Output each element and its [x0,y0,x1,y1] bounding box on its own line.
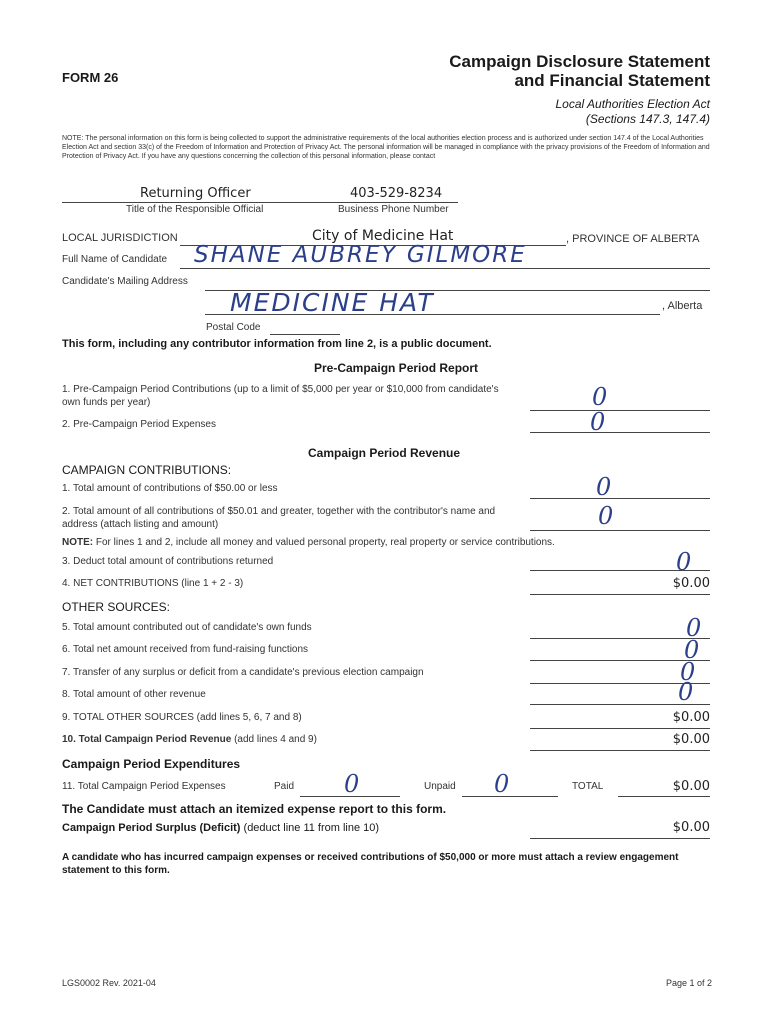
rev-line4-value[interactable]: $0.00 [672,576,710,591]
rev-line10-rest: (add lines 4 and 9) [231,734,317,745]
pre-line1-line [530,410,710,411]
form-code: LGS0002 Rev. 2021-04 [62,978,156,988]
unpaid-value[interactable]: 0 [494,770,510,798]
rev-line8-label: 8. Total amount of other revenue [62,689,206,700]
rev-line5-line [530,638,710,639]
unpaid-line [462,796,558,797]
province-suffix: , Alberta [662,300,703,312]
postal-code-label: Postal Code [206,322,261,333]
pre-campaign-heading: Pre-Campaign Period Report [314,361,479,375]
pre-line2-label: 2. Pre-Campaign Period Expenses [62,419,216,430]
pre-line1-value[interactable]: 0 [592,383,608,411]
city-line [205,314,660,315]
jurisdiction-value[interactable]: City of Medicine Hat [312,228,454,244]
rev-line1-value[interactable]: 0 [596,473,612,501]
rev-line3-line [530,570,710,571]
total-label: TOTAL [572,781,604,792]
surplus-bold: Campaign Period Surplus (Deficit) [62,822,241,834]
official-title-line [62,202,327,203]
rev-line5-value[interactable]: 0 [686,614,702,642]
total-value[interactable]: $0.00 [672,779,710,794]
rev-line8-line [530,704,710,705]
act-reference-line2: (Sections 147.3, 147.4) [585,112,710,126]
rev-line10-bold: 10. Total Campaign Period Revenue [62,734,232,745]
phone-label: Business Phone Number [338,204,449,215]
surplus-label [62,822,379,834]
jurisdiction-label: LOCAL JURISDICTION [62,232,178,244]
rev-note-text: For lines 1 and 2, include all money and valued personal property, real property or service contributions. [93,537,555,548]
postal-code-line[interactable] [270,334,340,335]
rev-line8-value[interactable]: 0 [678,678,694,706]
official-title-value[interactable]: Returning Officer [140,186,251,201]
rev-line10-value[interactable]: $0.00 [672,732,710,747]
rev-line9-value[interactable]: $0.00 [672,710,710,725]
pre-line2-value[interactable]: 0 [590,408,606,436]
surplus-value[interactable]: $0.00 [672,820,710,835]
rev-note-bold: NOTE: [62,537,94,548]
form-number: FORM 26 [62,70,119,85]
rev-line3-value[interactable]: 0 [676,548,692,576]
other-sources-heading: OTHER SOURCES: [62,600,171,614]
rev-line2-label: 2. Total amount of all contributions of $50.01 and greater, together with the contributor's name and address (attach listing and amount) [62,506,496,530]
rev-line2-line [530,530,710,531]
paid-line [300,796,400,797]
rev-line7-label: 7. Transfer of any surplus or deficit from a candidate's previous election campaign [62,667,424,678]
rev-line2-value[interactable]: 0 [598,502,614,530]
rev-line10-line [530,750,710,751]
paid-value[interactable]: 0 [344,770,360,798]
pre-line1-label: 1. Pre-Campaign Period Contributions (up to a limit of $5,000 per year or $10,000 from candidate's own funds per year) [62,384,499,408]
rev-line1-label: 1. Total amount of contributions of $50.00 or less [62,483,278,494]
pre-line2-line [530,432,710,433]
rev-line7-value[interactable]: 0 [680,658,696,686]
public-document-notice: This form, including any contributor information from line 2, is a public document. [62,338,492,350]
page-number: Page 1 of 2 [665,978,712,988]
mailing-address-label: Candidate's Mailing Address [62,276,188,287]
phone-value[interactable]: 403-529-8234 [350,186,443,201]
rev-line1-line [530,498,710,499]
rev-note [62,537,555,548]
official-title-label: Title of the Responsible Official [126,204,264,215]
total-line [618,796,710,797]
rev-line5-label: 5. Total amount contributed out of candidate's own funds [62,622,312,633]
rev-line4-label: 4. NET CONTRIBUTIONS (line 1 + 2 - 3) [62,578,244,589]
revenue-heading: Campaign Period Revenue [308,446,461,460]
expenditures-heading: Campaign Period Expenditures [62,757,241,771]
exp-line11-label: 11. Total Campaign Period Expenses [62,781,226,792]
paid-label: Paid [274,781,295,792]
form-title-line2: and Financial Statement [514,71,710,90]
phone-line [326,202,458,203]
contributions-heading: CAMPAIGN CONTRIBUTIONS: [62,463,232,477]
rev-line10-label [62,734,317,745]
surplus-line [530,838,710,839]
act-reference-line1: Local Authorities Election Act [555,97,710,111]
unpaid-label: Unpaid [424,781,456,792]
attach-expense-note: The Candidate must attach an itemized expense report to this form. [62,802,447,816]
form-title-line1: Campaign Disclosure Statement [449,52,710,71]
candidate-name-value[interactable]: SHANE AUBREY GILMORE [194,242,527,268]
candidate-name-label: Full Name of Candidate [62,254,168,265]
privacy-note: NOTE: The personal information on this form is being collected to support the administrative requirements of the local authorities election process and is authorized under section 147.4 of the Local Authorities Election Act and section 33(c) of the Freedom of Information and Protection of Privacy Act. The personal information will be managed in compliance with the privacy provisions of the Freedom of Information and Protection of Privacy Act. If you have any questions concerning the collection of this personal information, please contact [62,135,710,160]
review-engagement-note: A candidate who has incurred campaign expenses or received contributions of $50,000 or more must attach a review engagement statement to this form. [62,852,679,876]
rev-line6-value[interactable]: 0 [684,636,700,664]
rev-line9-line [530,728,710,729]
city-value[interactable]: MEDICINE HAT [230,288,435,317]
rev-line6-label: 6. Total net amount received from fund-raising functions [62,644,309,655]
rev-line4-line [530,594,710,595]
candidate-name-line [180,268,710,269]
province-label: , PROVINCE OF ALBERTA [566,233,700,245]
surplus-rest: (deduct line 11 from line 10) [240,822,380,834]
rev-line9-label: 9. TOTAL OTHER SOURCES (add lines 5, 6, 7 and 8) [62,712,302,723]
rev-line3-label: 3. Deduct total amount of contributions returned [62,556,274,567]
